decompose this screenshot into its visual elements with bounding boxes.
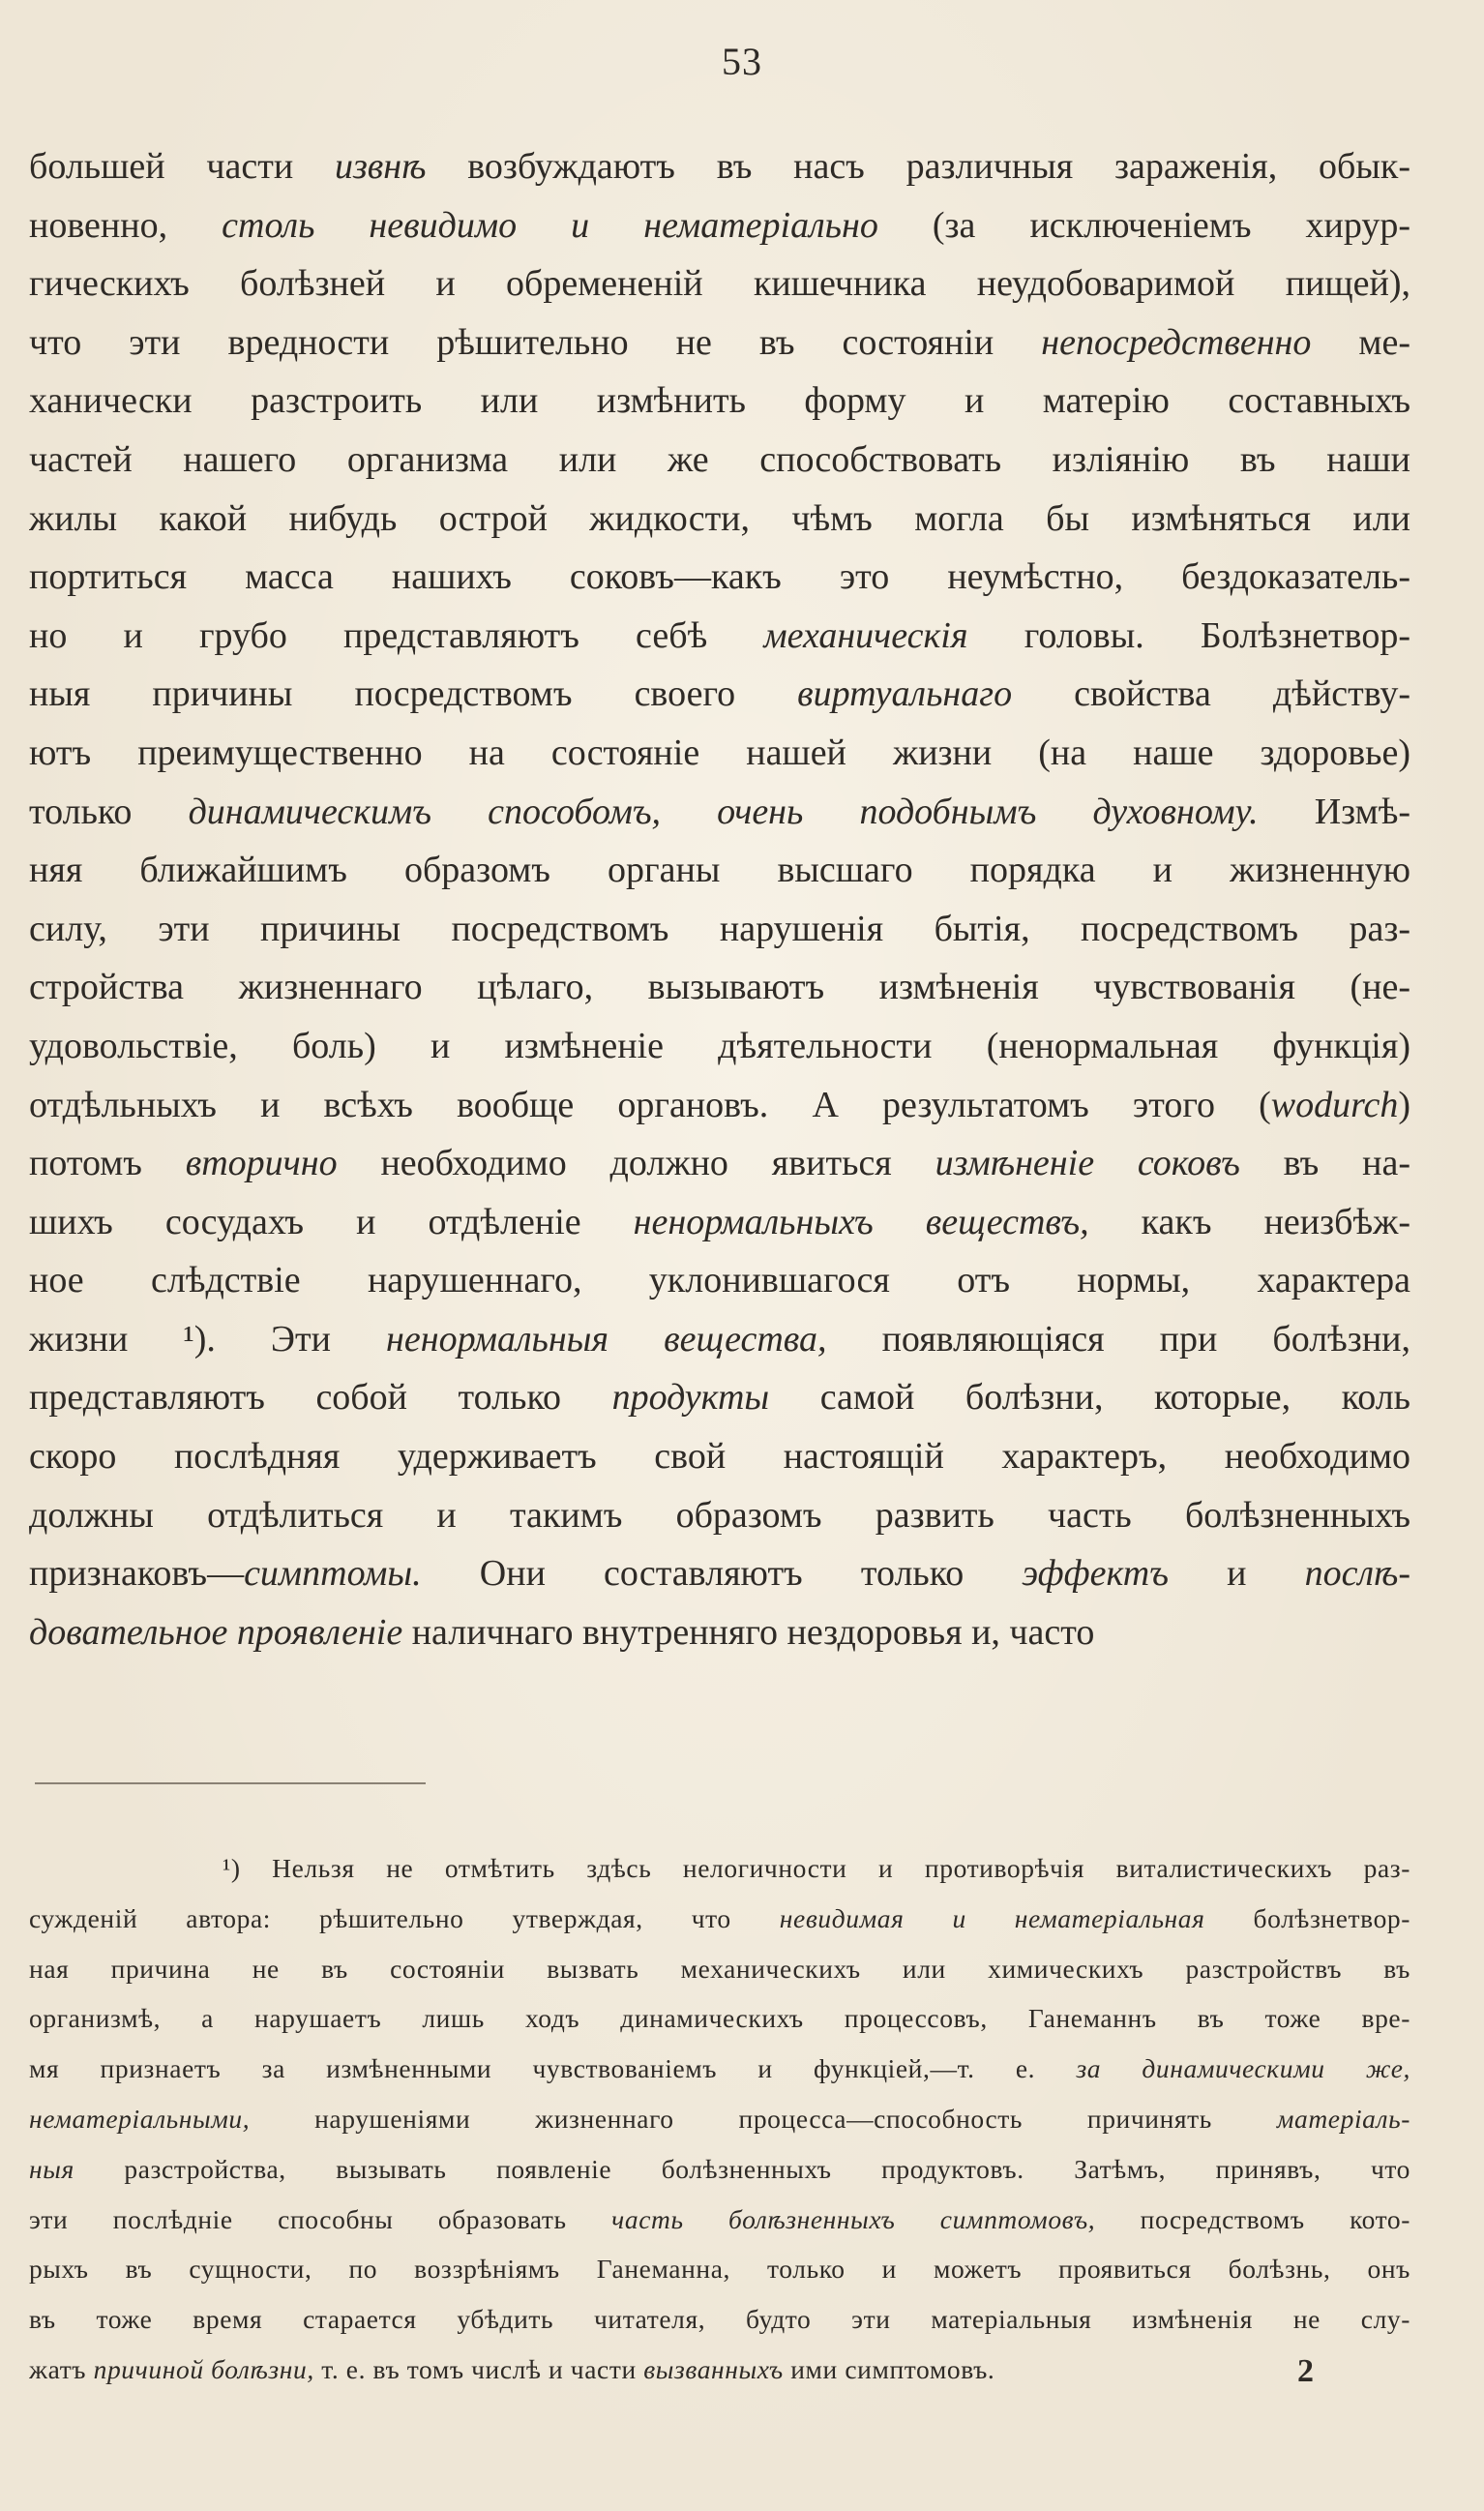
body-line: [29, 1368, 1410, 1427]
italic-text: вторично: [185, 1143, 338, 1184]
body-line: [29, 314, 1410, 373]
italic-text: измѣненіе соковъ: [935, 1143, 1240, 1184]
footnotes: [29, 1843, 1410, 2395]
italic-text: непосредственно: [1041, 321, 1312, 363]
body-line: [29, 254, 1410, 314]
text-run: какъ неизбѣж-: [1088, 1201, 1410, 1242]
text-run: жизни ¹). Эти: [29, 1318, 387, 1360]
body-line: [29, 1310, 1410, 1369]
footnote-line: [29, 2044, 1410, 2094]
text-run: Измѣ-: [1258, 791, 1410, 832]
text-run: но и грубо представляютъ себѣ: [29, 614, 764, 656]
text-run: ютъ преимущественно на состояніе нашей жизни (на наше здоровье): [29, 732, 1410, 773]
text-run: ими симптомовъ.: [783, 2353, 995, 2384]
text-run: эти послѣдніе способны образовать: [29, 2203, 612, 2234]
italic-text: продукты: [611, 1377, 770, 1419]
body-line: [29, 548, 1410, 607]
body-line: [29, 372, 1410, 431]
italic-text: невидимая и нематеріальная: [779, 1902, 1205, 1933]
text-run: гическихъ болѣзней и обремененій кишечника неудобоваримой пищей),: [29, 263, 1410, 305]
text-run: ханически разстроить или измѣнить форму и матерію составныхъ: [29, 380, 1410, 422]
text-run: самой болѣзни, которые, коль: [769, 1377, 1410, 1419]
italic-text: виртуальнаго: [797, 673, 1013, 715]
footnote-line: [29, 2244, 1410, 2294]
body-line: [29, 1193, 1410, 1252]
italic-text: столь невидимо и нематеріально: [222, 204, 878, 246]
body-line: [29, 665, 1410, 724]
italic-text: вызванныхъ: [643, 2353, 784, 2384]
text-run: только: [29, 791, 189, 832]
body-line: [29, 900, 1410, 959]
italic-text: матеріаль-: [1276, 2103, 1410, 2134]
footnote-line: [29, 2294, 1410, 2345]
italic-text: симптомы.: [244, 1553, 422, 1595]
body-line: [29, 1251, 1410, 1310]
text-run: жатъ: [29, 2353, 94, 2384]
body-line: [29, 607, 1410, 666]
text-run: разстройства, вызывать появленіе болѣзненныхъ продуктовъ. Затѣмъ, принявъ, что: [74, 2153, 1410, 2184]
text-run: головы. Болѣзнетвор-: [967, 614, 1410, 656]
text-run: стройства жизненнаго цѣлаго, вызываютъ измѣненія чувствованія (не-: [29, 967, 1410, 1008]
text-run: отдѣльныхъ и всѣхъ вообще органовъ. А результатомъ этого (: [29, 1084, 1271, 1125]
footnote-line: [29, 2195, 1410, 2245]
text-run: ): [1398, 1084, 1410, 1125]
footnote-line: [29, 1944, 1410, 1994]
text-run: свойства дѣйству-: [1012, 673, 1410, 715]
text-run: удовольствіе, боль) и измѣненіе дѣятельности (ненормальная функція): [29, 1025, 1410, 1066]
italic-text: довательное проявленіе: [29, 1611, 403, 1653]
text-run: няя ближайшимъ образомъ органы высшаго порядка и жизненную: [29, 850, 1410, 891]
text-run: частей нашего организма или же способствовать изліянію въ наши: [29, 438, 1410, 480]
text-run: потомъ: [29, 1143, 186, 1184]
footnote-line: [29, 2345, 1410, 2395]
text-run: ное слѣдствіе нарушеннаго, уклонившагося отъ нормы, характера: [29, 1260, 1410, 1301]
body-line: [29, 196, 1410, 255]
italic-text: извнѣ: [334, 146, 427, 187]
text-run: большей части: [29, 146, 335, 187]
text-run: ная причина не въ состояніи вызвать механическихъ или химическихъ разстройствъ въ: [29, 1953, 1410, 1984]
text-run: ме-: [1311, 321, 1410, 363]
text-run: шихъ сосудахъ и отдѣленіе: [29, 1201, 634, 1242]
footnote-line: [29, 2144, 1410, 2195]
italic-text: эффектъ: [1022, 1553, 1169, 1595]
text-run: въ тоже время старается убѣдить читателя, будто эти матеріальныя измѣненія не слу-: [29, 2304, 1410, 2335]
text-run: признаковъ—: [29, 1553, 245, 1595]
italic-text: послѣ-: [1304, 1553, 1410, 1595]
body-line: [29, 1544, 1410, 1603]
footnote-line: [29, 1993, 1410, 2044]
italic-text: механическія: [763, 614, 968, 656]
text-run: ¹) Нельзя не отмѣтить здѣсь нелогичности и противорѣчія виталистическихъ раз-: [223, 1853, 1410, 1883]
body-line: [29, 1076, 1410, 1135]
body-line: [29, 1017, 1410, 1076]
text-run: болѣзнетвор-: [1204, 1902, 1410, 1933]
text-run: скоро послѣдняя удерживаетъ свой настоящій характеръ, необходимо: [29, 1436, 1410, 1478]
text-run: должны отдѣлиться и такимъ образомъ развить часть болѣзненныхъ: [29, 1494, 1410, 1536]
body-line: [29, 841, 1410, 900]
body-line: [29, 1603, 1410, 1662]
body-line: [29, 724, 1410, 783]
text-run: нарушеніями жизненнаго процесса—способность причинять: [250, 2103, 1277, 2134]
body-line: [29, 1427, 1410, 1486]
italic-text: ненормальныя вещества,: [386, 1318, 827, 1360]
text-run: сужденій автора: рѣшительно утверждая, что: [29, 1902, 780, 1933]
text-run: появляющіяся при болѣзни,: [826, 1318, 1410, 1360]
text-run: рыхъ въ сущности, по воззрѣніямъ Ганеманна, только и можетъ проявиться болѣзнь, онъ: [29, 2254, 1410, 2285]
footnote-separator: [35, 1782, 426, 1784]
body-line: [29, 490, 1410, 549]
text-run: въ на-: [1239, 1143, 1410, 1184]
text-run: организмѣ, а нарушаетъ лишь ходъ динамическихъ процессовъ, Ганеманнъ въ тоже вре-: [29, 2003, 1410, 2034]
footnote-line: [29, 2094, 1410, 2144]
signature-mark: 2: [1297, 2353, 1314, 2389]
italic-text: за динамическими же,: [1076, 2053, 1410, 2084]
italic-text: динамическимъ способомъ, очень подобнымъ духовному.: [188, 791, 1259, 832]
italic-text: часть болѣзненныхъ симптомовъ,: [611, 2203, 1096, 2234]
text-run: ныя причины посредствомъ своего: [29, 673, 798, 715]
body-line: [29, 1134, 1410, 1193]
text-run: Они составляютъ только: [421, 1553, 1023, 1595]
italic-text: ныя: [29, 2153, 74, 2184]
italic-text: ненормальныхъ веществъ,: [633, 1201, 1089, 1242]
italic-text: нематеріальными,: [29, 2103, 251, 2134]
text-run: (за исключеніемъ хирур-: [877, 204, 1410, 246]
text-run: новенно,: [29, 204, 223, 246]
text-run: т. е. въ томъ числѣ и части: [313, 2353, 644, 2384]
body-line: [29, 431, 1410, 490]
text-run: силу, эти причины посредствомъ нарушенія бытія, посредствомъ раз-: [29, 908, 1410, 949]
page-number: 53: [722, 40, 762, 83]
text-run: и: [1168, 1553, 1305, 1595]
italic-text: причиной болѣзни,: [93, 2353, 314, 2384]
footnote-line: [29, 1843, 1410, 1894]
body-line: [29, 1486, 1410, 1545]
text-run: посредствомъ кото-: [1095, 2203, 1410, 2234]
footnote-line: [29, 1894, 1410, 1944]
body-line: [29, 783, 1410, 842]
italic-text: wodurch: [1270, 1084, 1399, 1125]
text-run: представляютъ собой только: [29, 1377, 612, 1419]
main-text: [29, 137, 1410, 1661]
text-run: возбуждаютъ въ насъ различныя зараженія, обык-: [426, 146, 1410, 187]
body-line: [29, 958, 1410, 1017]
text-run: портиться масса нашихъ соковъ—какъ это неумѣстно, бездоказатель-: [29, 556, 1410, 598]
text-run: необходимо должно явиться: [337, 1143, 935, 1184]
text-run: что эти вредности рѣшительно не въ состояніи: [29, 321, 1042, 363]
body-line: [29, 137, 1410, 196]
text-run: мя признаетъ за измѣненными чувствованіемъ и функціей,—т. е.: [29, 2053, 1077, 2084]
text-run: жилы какой нибудь острой жидкости, чѣмъ могла бы измѣняться или: [29, 497, 1410, 539]
text-run: наличнаго внутренняго нездоровья и, часто: [402, 1611, 1095, 1653]
